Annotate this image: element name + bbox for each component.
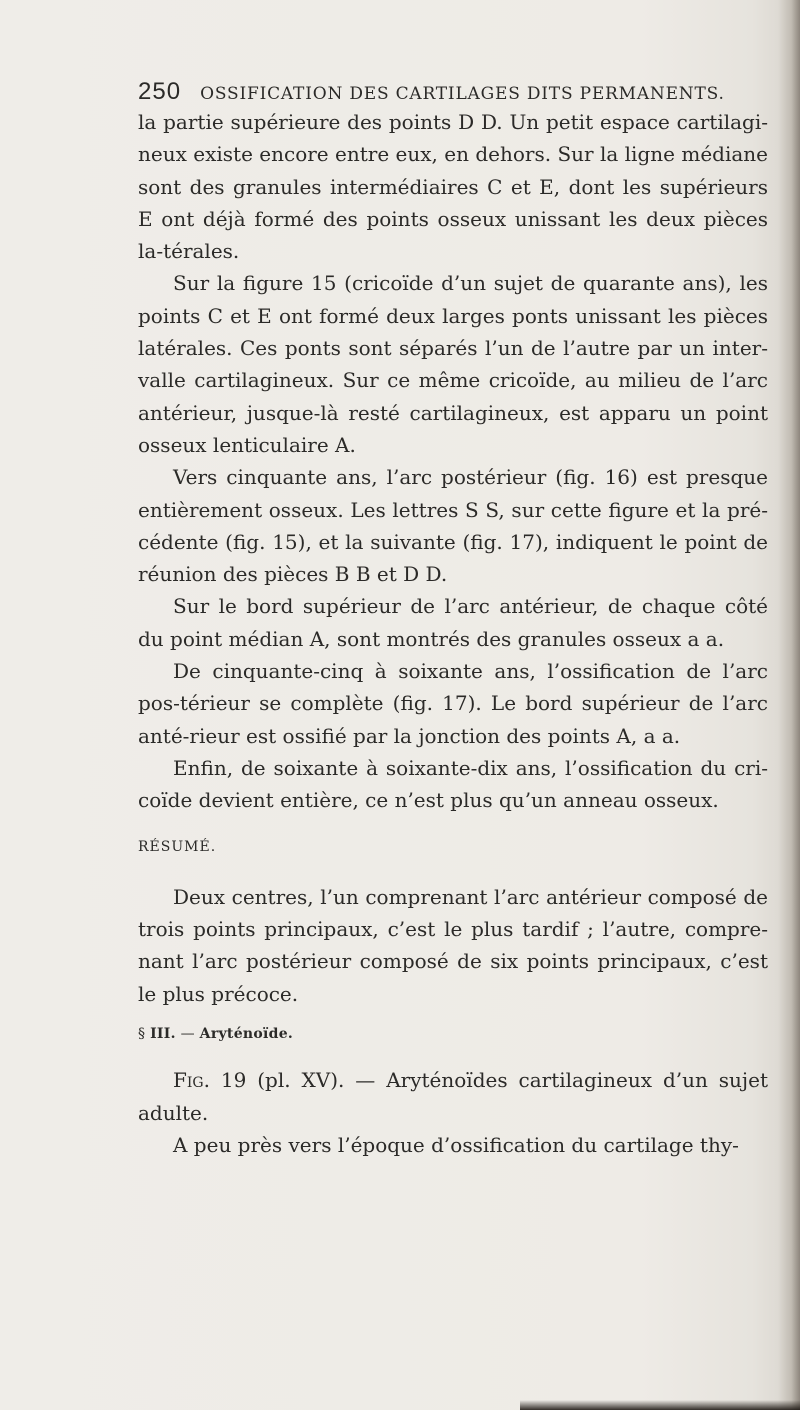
section-symbol: § — [138, 1026, 146, 1043]
section-title: Aryténoïde. — [199, 1026, 294, 1043]
paragraph: Enfin, de soixante à soixante-dix ans, l’ossification du cri-coïde devient entière, ce n’est plus qu’un anneau osseux. — [138, 755, 768, 813]
running-title: OSSIFICATION DES CARTILAGES DITS PERMANENTS. — [200, 84, 725, 104]
body-text — [138, 106, 768, 1161]
running-head — [138, 78, 758, 108]
paragraph: Sur la figure 15 (cricoïde d’un sujet de quarante ans), les points C et E ont formé deux larges ponts unissant les pièces latérales. Ces ponts sont séparés l’un de l’autre par un inter-valle cartilagineux. Sur ce même cricoïde, au milieu de l’arc antérieur, jusque-là resté cartilagineux, est apparu un point osseux lenticulaire A. — [138, 271, 768, 457]
page-bottom-shadow — [520, 1400, 800, 1410]
page-edge-shadow — [778, 0, 800, 1410]
paragraph: Vers cinquante ans, l’arc postérieur (fig. 16) est presque entièrement osseux. Les lettres S S, sur cette figure et la pré-cédente (fig. 15), et la suivante (fig. 17), indiquent le point de réunion des pièces B B et D D. — [138, 465, 768, 587]
figure-paragraph — [138, 1064, 768, 1129]
section-heading — [138, 1018, 768, 1050]
paragraph: la partie supérieure des points D D. Un petit espace cartilagi-neux existe encore entre eux, en dehors. Sur la ligne médiane sont des granules intermédiaires C et E, dont les supérieurs E ont déjà formé des points osseux unissant les deux pièces la-térales. — [138, 110, 768, 264]
figure-caption-text: (pl. XV). — Aryténoïdes cartilagineux d’un sujet adulte. — [138, 1068, 768, 1125]
paragraph: De cinquante-cinq à soixante ans, l’ossification de l’arc pos-térieur se complète (fig. 17). Le bord supérieur de l’arc anté-rieur est ossifié par la jonction des points A, a a. — [138, 659, 768, 748]
section-separator: — — [180, 1026, 195, 1043]
section-number: III. — [150, 1026, 176, 1043]
resume-paragraph: Deux centres, l’un comprenant l’arc antérieur composé de trois points principaux, c’est le plus tardif ; l’autre, compre-nant l’arc postérieur composé de six points principaux, c’est le plus précoce. — [138, 884, 768, 1006]
paragraph: A peu près vers l’époque d’ossification du cartilage thy- — [173, 1132, 739, 1157]
resume-heading: RÉSUMÉ. — [138, 838, 217, 855]
figure-label: Fig. 19 — [173, 1068, 247, 1093]
page-number: 250 — [138, 78, 182, 105]
paragraph: Sur le bord supérieur de l’arc antérieur, de chaque côté du point médian A, sont montrés des granules osseux a a. — [138, 594, 768, 651]
